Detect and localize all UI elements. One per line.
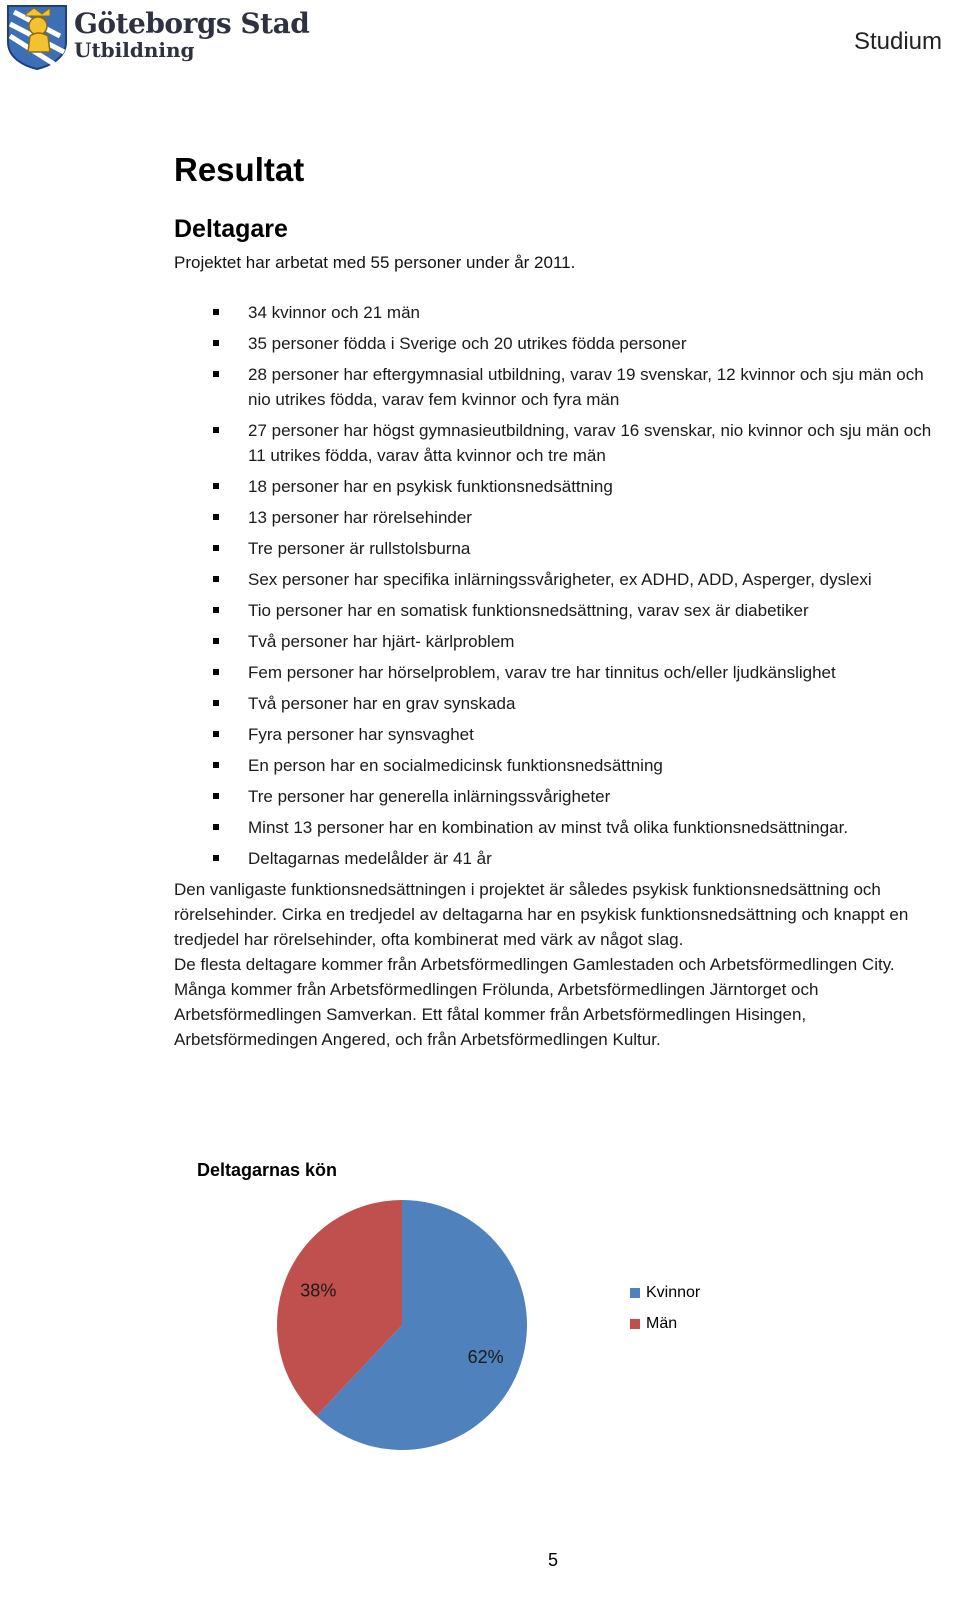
- bullet-icon: [213, 855, 219, 861]
- legend-item-man: [630, 1313, 700, 1335]
- legend-swatch-kvinnor: [630, 1288, 640, 1298]
- paragraph-disabilities: Den vanligaste funktionsnedsättningen i projektet är således psykisk funktionsnedsättning och rörelsehinder. Cirka en tredjedel av deltagarna har en psykisk funktionsnedsättning och knappt en tredjedel har rörelsehinder, ofta kombinerat med värk av något slag.: [174, 880, 909, 949]
- list-item: Två personer har en grav synskada: [174, 691, 944, 716]
- pie-data-label: 38%: [300, 1280, 337, 1301]
- bullet-icon: [213, 700, 219, 706]
- list-item: 35 personer födda i Sverige och 20 utrikes födda personer: [174, 331, 944, 356]
- bullet-icon: [213, 669, 219, 675]
- bullet-icon: [213, 793, 219, 799]
- page-title: Resultat: [174, 151, 305, 188]
- list-item: Tre personer har generella inlärningssvårigheter: [174, 784, 944, 809]
- org-subtitle: Utbildning: [74, 38, 195, 62]
- bullet-icon: [213, 483, 219, 489]
- page-number: 5: [548, 1550, 559, 1570]
- list-item: 27 personer har högst gymnasieutbildning, varav 16 svenskar, nio kvinnor och sju män och 11 utrikes födda, varav åtta kvinnor och tre män: [174, 418, 944, 468]
- bullet-icon: [213, 607, 219, 613]
- bullet-icon: [213, 545, 219, 551]
- chart-title: Deltagarnas kön: [197, 1160, 338, 1180]
- facts-list: [174, 300, 944, 871]
- list-item: En person har en socialmedicinsk funktionsnedsättning: [174, 753, 944, 778]
- city-crest-icon: [4, 2, 70, 70]
- bullet-icon: [213, 576, 219, 582]
- list-item: 34 kvinnor och 21 män: [174, 300, 944, 325]
- list-item: Två personer har hjärt- kärlproblem: [174, 629, 944, 654]
- legend-swatch-man: [630, 1319, 640, 1329]
- legend-item-kvinnor: [630, 1282, 700, 1304]
- list-item: Tio personer har en somatisk funktionsnedsättning, varav sex är diabetiker: [174, 598, 944, 623]
- pie-data-label: 62%: [467, 1346, 504, 1367]
- bullet-icon: [213, 309, 219, 315]
- list-item: Deltagarnas medelålder är 41 år: [174, 846, 944, 871]
- org-logo: [4, 2, 309, 70]
- intro-text: Projektet har arbetat med 55 personer under år 2011.: [174, 253, 576, 272]
- legend-label-kvinnor: Kvinnor: [646, 1284, 701, 1301]
- bullet-icon: [213, 371, 219, 377]
- bullet-icon: [213, 427, 219, 433]
- gender-pie-chart: [174, 1160, 734, 1470]
- list-item: Fyra personer har synsvaghet: [174, 722, 944, 747]
- bullet-icon: [213, 514, 219, 520]
- list-item: Sex personer har specifika inlärningssvårigheter, ex ADHD, ADD, Asperger, dyslexi: [174, 567, 944, 592]
- list-item: Minst 13 personer har en kombination av minst två olika funktionsnedsättningar.: [174, 815, 944, 840]
- legend-label-man: Män: [646, 1315, 678, 1332]
- bullet-icon: [213, 731, 219, 737]
- list-item: Fem personer har hörselproblem, varav tre har tinnitus och/eller ljudkänslighet: [174, 660, 944, 685]
- bullet-icon: [213, 762, 219, 768]
- pie-svg: [174, 1160, 614, 1470]
- section-title: Deltagare: [174, 215, 288, 243]
- list-item: 18 personer har en psykisk funktionsnedsättning: [174, 474, 944, 499]
- main-content: [174, 150, 944, 1052]
- chart-legend: [630, 1282, 700, 1344]
- list-item: 28 personer har eftergymnasial utbildning, varav 19 svenskar, 12 kvinnor och sju män och nio utrikes födda, varav fem kvinnor och fyra män: [174, 362, 944, 412]
- list-item: 13 personer har rörelsehinder: [174, 505, 944, 530]
- bullet-icon: [213, 340, 219, 346]
- header-label: Studium: [853, 28, 942, 55]
- bullet-icon: [213, 824, 219, 830]
- bullet-icon: [213, 638, 219, 644]
- paragraph-origins: De flesta deltagare kommer från Arbetsförmedlingen Gamlestaden och Arbetsförmedlingen City. Många kommer från Arbetsförmedlingen Frölunda, Arbetsförmedlingen Järntorget och Arbetsförmedlingen Samverkan. Ett fåtal kommer från Arbetsförmedlingen Hisingen, Arbetsförmedingen Angered, och från Arbetsförmedlingen Kultur.: [174, 955, 895, 1049]
- org-name: Göteborgs Stad: [74, 7, 310, 40]
- list-item: Tre personer är rullstolsburna: [174, 536, 944, 561]
